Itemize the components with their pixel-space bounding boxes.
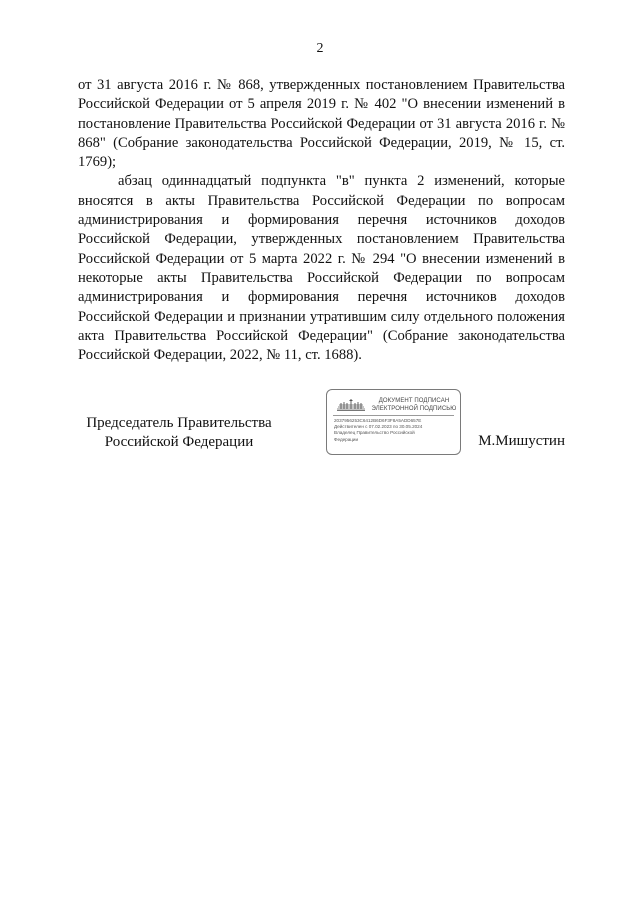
signatory-title-line-1: Председатель Правительства — [86, 415, 272, 431]
stamp-divider — [333, 415, 454, 416]
stamp-header-line-1: ДОКУМЕНТ ПОДПИСАН — [378, 398, 450, 404]
electronic-signature-stamp — [326, 389, 461, 455]
stamp-header — [371, 397, 457, 413]
stamp-validity: Действителен с 07.02.2023 по 30.05.2024 — [334, 424, 423, 430]
paragraph-1: от 31 августа 2016 г. № 868, утвержденных постановлением Правительства Российской Федерации от 5 апреля 2019 г. № 402 "О внесении изменений в постановление Правительства Российской Федерации от 31 августа 2016 г. № 868" (Собрание законодательства Российской Федерации, 2019, № 15, ст. 1769); — [78, 77, 565, 171]
signatory-title-line-2: Российской Федерации — [104, 434, 254, 450]
stamp-details — [334, 418, 458, 443]
signatory-title — [78, 414, 280, 452]
stamp-header-line-2: ЭЛЕКТРОННОЙ ПОДПИСЬЮ — [371, 406, 457, 412]
document-body — [78, 76, 565, 365]
paragraph-2: абзац одиннадцатый подпункта "в" пункта 2 изменений, которые вносятся в акты Правительства Российской Федерации по вопросам администрирования и формирования перечня источников доходов Российской Федерации, утвержденных постановлением Правительства Российской Федерации от 5 марта 2022 г. № 294 "О внесении изменений в некоторые акты Правительства Российской Федерации по вопросам администрирования и формирования перечня источников доходов Российской Федерации и признании утратившим силу отдельного положения акта Правительства Российской Федерации" (Собрание законодательства Российской Федерации, 2022, № 11, ст. 1688). — [78, 173, 565, 364]
signatory-name: М.Мишустин — [478, 433, 565, 449]
stamp-owner-line-1: Владелец Правительство Российской — [334, 430, 415, 436]
page-number: 2 — [316, 41, 324, 56]
coat-of-arms-icon — [335, 398, 367, 412]
stamp-certificate: 2037956253C6412B6D6F3F8A5ADD657E — [334, 418, 422, 423]
stamp-owner-line-2: Федерации — [334, 436, 359, 442]
